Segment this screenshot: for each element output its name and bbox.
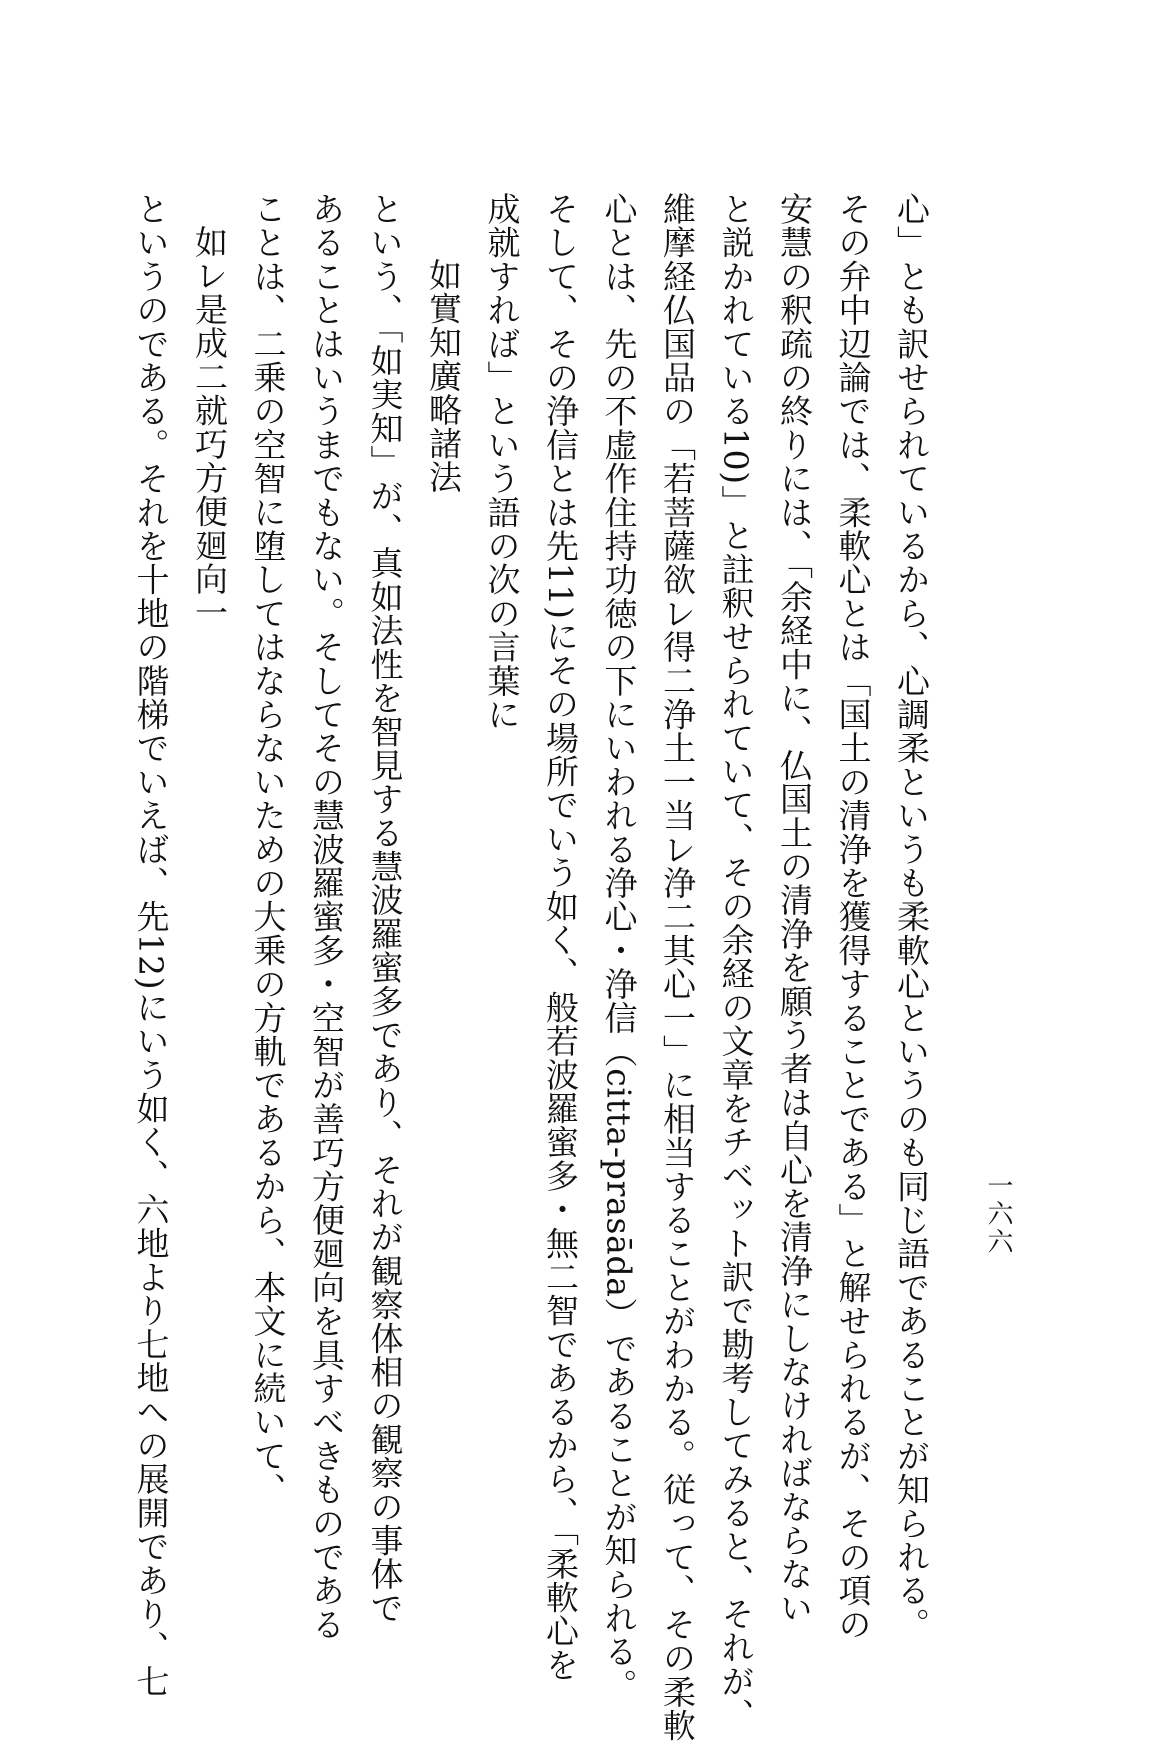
- text-line-9: という、「如実知」が、真如法性を智見する慧波羅蜜多であり、それが観察体相の観察の事体で: [365, 192, 405, 1625]
- text-line-1: 心」とも訳せられているから、心調柔というも柔軟心というのも同じ語であることが知られる。: [892, 192, 931, 1642]
- text-line-5: 維摩経仏国品の「若菩薩欲レ得二浄土一当レ浄二其心一」に相当することがわかる。従って、その柔軟: [658, 192, 697, 1742]
- text-line-2: その弁中辺論では、柔軟心とは「国土の清浄を獲得することである」と解せられるが、その項の: [833, 192, 873, 1642]
- text-line-8: 成就すれば」という語の次の言葉に: [482, 192, 522, 732]
- text-line-11: ことは、二乗の空智に堕してはならないための大乗の方軌であるから、本文に続いて、: [248, 192, 288, 1507]
- quoted-verse-2: 如レ是成二就巧方便廻向一: [190, 225, 229, 630]
- text-line-6: 心とは、先の不虚作住持功徳の下にいわれる浄心・浄信（citta-prasāda）であることが知られる。: [599, 192, 639, 1703]
- text-line-12: というのである。それを十地の階梯でいえば、先12)にいう如く、六地より七地への展開であり、七: [131, 192, 171, 1699]
- text-line-3: 安慧の釈疏の終りには、「余経中に、仏国土の清浄を願う者は自心を清浄にしなければならない: [775, 192, 814, 1625]
- vertical-text-body: [131, 192, 940, 1742]
- text-line-7: そして、その浄信とは先11)にその場所でいう如く、般若波羅蜜多・無二智であるから、「柔軟心を: [541, 192, 580, 1682]
- text-line-4: と説かれている10)」と註釈せられていて、その余経の文章をチベット訳で勘考してみると、それが、: [716, 192, 756, 1732]
- page-number: 一六六: [983, 1172, 1013, 1256]
- text-line-10: あることはいうまでもない。そしてその慧波羅蜜多・空智が善巧方便廻向を具すべきものである: [307, 192, 346, 1642]
- quoted-verse-1: 如實知廣略諸法: [424, 258, 463, 494]
